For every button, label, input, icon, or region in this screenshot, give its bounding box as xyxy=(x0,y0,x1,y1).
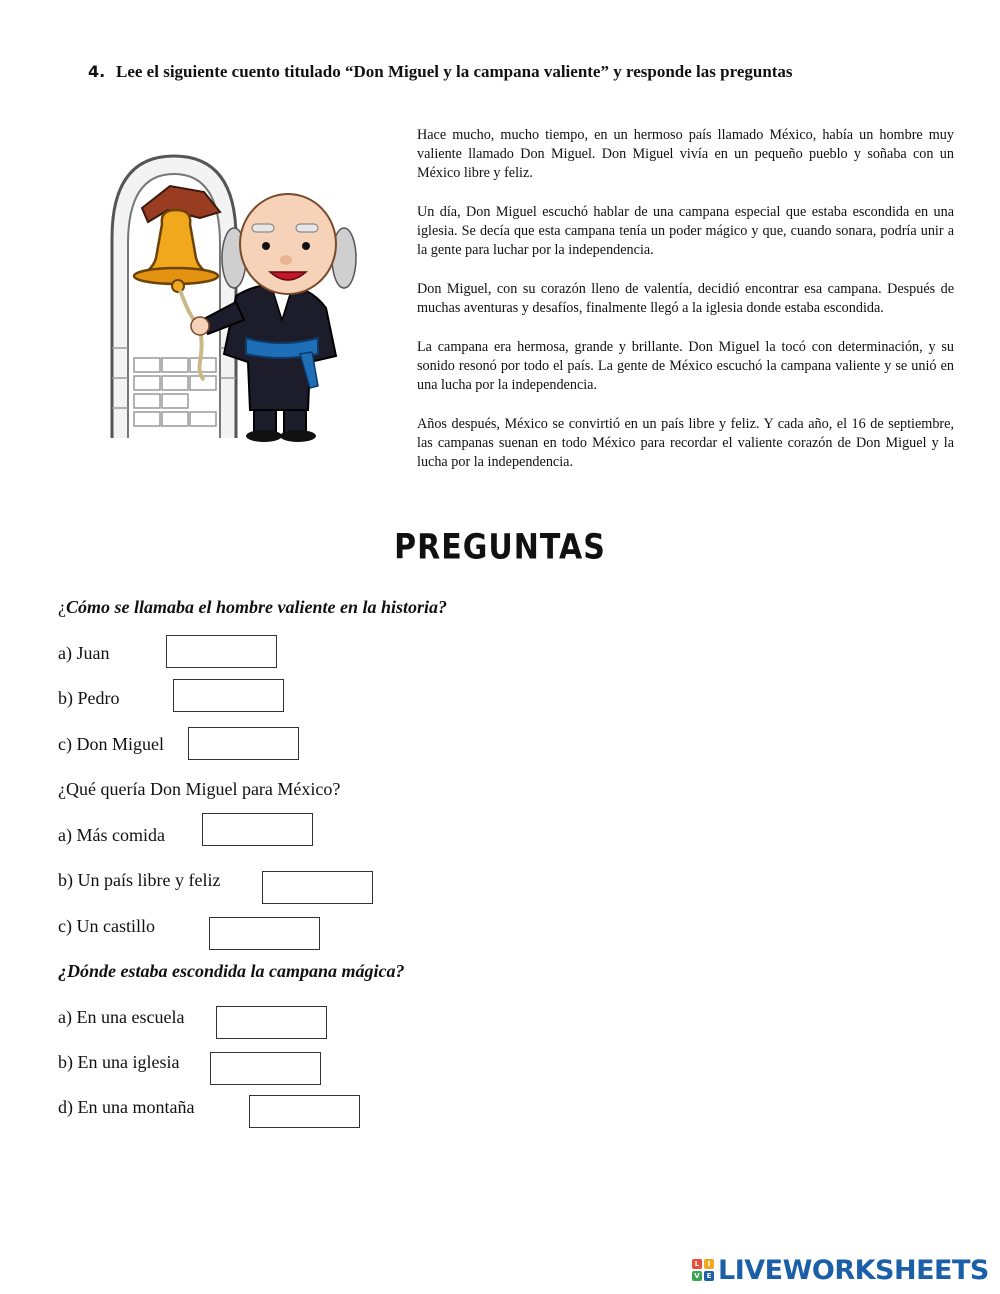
exercise-heading xyxy=(88,62,968,82)
question-3-text: ¿Dónde estaba escondida la campana mágica? xyxy=(58,961,405,981)
live-badge-icon xyxy=(692,1259,714,1281)
don-miguel-bell-image xyxy=(104,148,362,444)
question-1-text: Cómo se llamaba el hombre valiente en la historia? xyxy=(66,597,448,617)
exercise-instruction: Lee el siguiente cuento titulado “Don Miguel y la campana valiente” y responde las preguntas xyxy=(116,62,793,81)
story-paragraph: Don Miguel, con su corazón lleno de valentía, decidió encontrar esa campana. Después de muchas aventuras y desafíos, finalmente llegó a la iglesia donde estaba escondida. xyxy=(417,281,954,316)
exercise-number: 4. xyxy=(88,62,106,81)
q3-option-d-label: d) En una montaña xyxy=(58,1097,195,1117)
badge-letter: I xyxy=(704,1259,714,1269)
q2-option-c-answer-box[interactable] xyxy=(209,917,320,950)
q1-option-c-answer-box[interactable] xyxy=(188,727,299,760)
story-text xyxy=(417,126,954,492)
q1-option-a-label: a) Juan xyxy=(58,643,110,663)
story-paragraph: Años después, México se convirtió en un país libre y feliz. Y cada año, el 16 de septiembre, las campanas suenan en todo México para recordar el valiente corazón de Don Miguel y la lucha por la independencia. xyxy=(417,416,954,470)
q2-option-c-label: c) Un castillo xyxy=(58,916,155,936)
q2-option-a-answer-box[interactable] xyxy=(202,813,313,846)
badge-letter: V xyxy=(692,1271,702,1281)
q3-option-b-answer-box[interactable] xyxy=(210,1052,321,1085)
question-2-text: ¿Qué quería Don Miguel para México? xyxy=(58,779,341,799)
story-paragraph: Hace mucho, mucho tiempo, en un hermoso país llamado México, había un hombre muy valiente llamado Don Miguel. Don Miguel vivía en un pequeño pueblo y soñaba con un México libre y feliz. xyxy=(417,127,954,181)
logo-text: LIVEWORKSHEETS xyxy=(718,1254,989,1286)
story-paragraph: Un día, Don Miguel escuchó hablar de una campana especial que estaba escondida en una iglesia. Se decía que esta campana tenía un poder mágico y que, cuando sonara, podría unir a la gente para luchar por la independencia. xyxy=(417,204,954,258)
q2-option-b-answer-box[interactable] xyxy=(262,871,373,904)
badge-letter: L xyxy=(692,1259,702,1269)
story-paragraph: La campana era hermosa, grande y brillante. Don Miguel la tocó con determinación, y su sonido resonó por todo el país. La gente de México escuchó la campana valiente y se unió en una lucha por la independencia. xyxy=(417,339,954,393)
q2-option-b-label: b) Un país libre y feliz xyxy=(58,870,221,890)
q1-option-b-label: b) Pedro xyxy=(58,688,120,708)
q3-option-d-answer-box[interactable] xyxy=(249,1095,360,1128)
don-miguel-illustration xyxy=(104,148,362,444)
q1-option-c-label: c) Don Miguel xyxy=(58,734,164,754)
q1-option-a-answer-box[interactable] xyxy=(166,635,277,668)
badge-letter: E xyxy=(704,1271,714,1281)
question-1 xyxy=(58,597,447,618)
q3-option-a-answer-box[interactable] xyxy=(216,1006,327,1039)
liveworksheets-logo[interactable] xyxy=(692,1254,989,1286)
q1-option-b-answer-box[interactable] xyxy=(173,679,284,712)
q2-option-a-label: a) Más comida xyxy=(58,825,165,845)
q3-option-a-label: a) En una escuela xyxy=(58,1007,185,1027)
q3-option-b-label: b) En una iglesia xyxy=(58,1052,180,1072)
preguntas-title: PREGUNTAS xyxy=(394,527,606,568)
question-1-prefix: ¿ xyxy=(58,597,66,617)
